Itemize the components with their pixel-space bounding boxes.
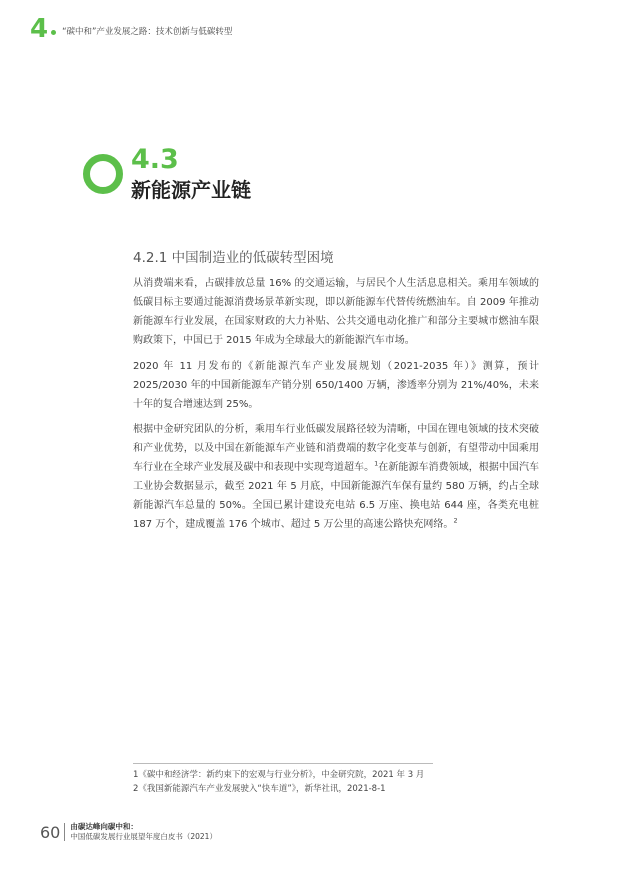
bullet-dot-icon — [51, 30, 56, 35]
footnote-divider — [133, 763, 433, 764]
body-paragraph-1: 从消费端来看，占碳排放总量 16% 的交通运输，与居民个人生活息息相关。乘用车领域的低碳目标主要通过能源消费场景革新实现，即以新能源车代替传统燃油车。自 2009 年推动新能源车行业发展，在国家财政的大力补贴、公共交通电动化推广和部分主要城市燃油车限购政策下，中国已于 2015 年成为全球最大的新能源汽车市场。 — [133, 278, 539, 346]
paragraph-3-part-a: 根据中金研究团队的分析，乘用车行业低碳发展路径较为清晰，中国在锂电领域的技术突破和产业优势，以及中国在新能源车产业链和消费端的数字化变革与创新，有望带动中国乘用车行业在全球产业发展及碳中和表现中实现弯道超车。 — [133, 424, 539, 473]
chapter-title: “碳中和”产业发展之路：技术创新与低碳转型 — [62, 27, 233, 37]
body-paragraph-3 — [133, 420, 539, 534]
publication-title: 由碳达峰向碳中和： — [70, 822, 138, 831]
footnote-ref-1: 1 — [374, 459, 379, 468]
footer-divider — [64, 823, 65, 841]
paragraph-3-part-b: 在新能源车消费领域，根据中国汽车工业协会数据显示，截至 2021 年 5 月底，中国新能源汽车保有量约 580 万辆，约占全球新能源汽车总量的 50%。全国已累计建设充电站 6.5 万座、换电站 644 座，各类充电桩 187 万个，建成覆盖 176 个城市、超过 5 万公里的高速公路快充网络。 — [133, 462, 540, 530]
footnote-ref-2: 2 — [453, 516, 458, 525]
running-header — [30, 14, 232, 44]
subsection-title: 4.2.1 中国制造业的低碳转型困境 — [133, 250, 334, 266]
section-heading — [83, 145, 251, 203]
page-footer — [40, 822, 217, 842]
chapter-number: 4 — [30, 14, 49, 44]
ring-icon — [83, 154, 123, 194]
publication-subtitle: 中国低碳发展行业展望年度白皮书（2021） — [70, 832, 217, 841]
section-title: 新能源产业链 — [131, 178, 251, 202]
footnote-2: 2《我国新能源汽车产业发展驶入“快车道”》，新华社讯，2021-8-1 — [133, 784, 386, 794]
section-number: 4.3 — [131, 144, 179, 175]
body-paragraph-2: 2020 年 11 月发布的《新能源汽车产业发展规划（2021-2035 年）》测算，预计 2025/2030 年的中国新能源车产销分别 650/1400 万辆，渗透率分别为 21%/40%，未来十年的复合增速达到 25%。 — [133, 361, 539, 410]
footnotes — [133, 768, 424, 796]
footnote-1: 1《碳中和经济学：新约束下的宏观与行业分析》，中金研究院，2021 年 3 月 — [133, 770, 425, 780]
page-number: 60 — [40, 822, 61, 842]
